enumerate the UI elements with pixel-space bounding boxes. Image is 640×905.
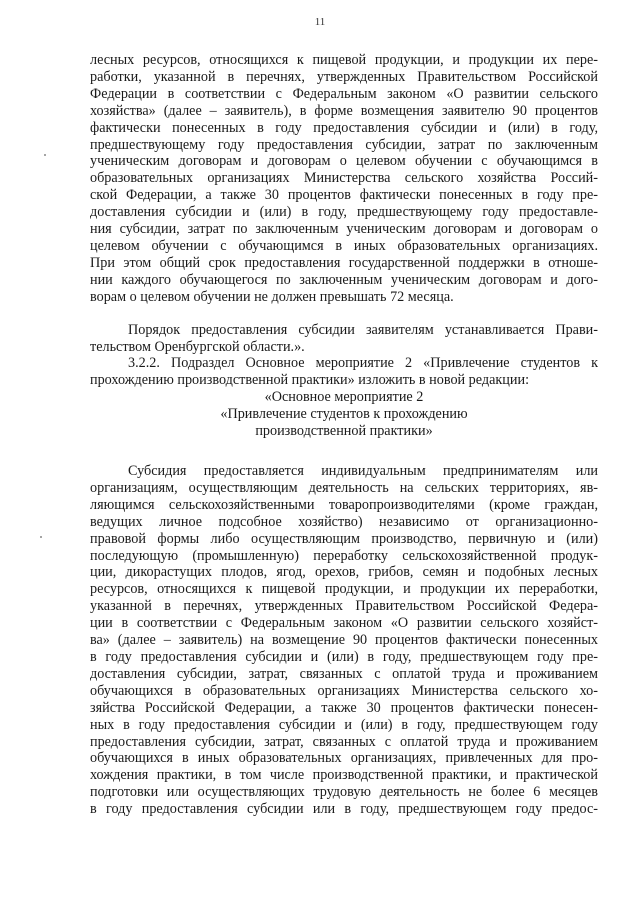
text-line: прохождению производственной практики» изложить в новой редакции: [90, 371, 530, 388]
text-line: 3.2.2. Подраздел Основное мероприятие 2 «Привлечение студентов к [128, 355, 598, 371]
text-line: ных в году предоставления субсидии и (или) в году, предшествующем году [90, 716, 598, 733]
section-heading [90, 389, 598, 440]
text-line: в году предоставления субсидии и (или) в году, предшествующем году пре- [90, 648, 598, 665]
paragraph-procedure [90, 322, 598, 356]
text-line: доставления субсидии, затрат, связанных с оплатой труда и проживанием [90, 665, 598, 682]
text-line: ской Федерации, а также 30 процентов фактически понесенных в году пре- [90, 187, 598, 204]
text-line: ции, дикорастущих плодов, ягод, орехов, грибов, семян и подобных лесных [90, 564, 598, 581]
text-line: организациям, осуществляющим деятельность на сельских территориях, яв- [90, 479, 598, 496]
paragraph-subsidy-continuation [90, 52, 598, 306]
text-line: Субсидия предоставляется индивидуальным предпринимателям или [128, 463, 598, 479]
text-line: ва» (далее – заявитель) на возмещение 90 процентов фактически понесенных [90, 632, 598, 649]
text-line: целевом обучении с обучающимся в иных образовательных организациях. [90, 237, 598, 254]
text-line: предшествующему году предоставления субсидии, затрат по заключенным [90, 136, 598, 153]
scan-speck [40, 536, 42, 538]
text-line: ции в соответствии с Федеральным законом «О развитии сельского хозяйст- [90, 615, 598, 632]
text-line: ляющимся сельскохозяйственными товаропроизводителями (кроме граждан, [90, 496, 598, 513]
text-line: предоставления субсидии, затрат, связанных с оплатой труда и проживанием [90, 733, 598, 750]
text-line: указанной в перечнях, утвержденных Правительством Российской Федера- [90, 598, 598, 615]
text-line: ворам о целевом обучении не должен превышать 72 месяца. [90, 288, 454, 305]
text-line: правовой формы либо осуществляющим производство, первичную и (или) [90, 530, 598, 547]
text-line: зяйства Российской Федерации, а также 30 процентов фактически понесен- [90, 699, 598, 716]
text-line: Порядок предоставления субсидии заявителям устанавливается Прави- [128, 322, 598, 338]
text-line: «Основное мероприятие 2 [264, 389, 424, 405]
text-line: Федерации в соответствии с Федеральным законом «О развитии сельского [90, 85, 598, 102]
text-line: ведущих личное подсобное хозяйство) независимо от организационно- [90, 513, 598, 530]
text-line: последующую (промышленную) переработку сельскохозяйственной продук- [90, 547, 598, 564]
paragraph-subsidy-description [90, 463, 598, 818]
text-line: лесных ресурсов, относящихся к пищевой продукции, и продукции их пере- [90, 52, 598, 68]
text-line: подготовки или осуществляющих трудовую деятельность не более 6 месяцев [90, 784, 598, 801]
text-line: «Привлечение студентов к прохождению [220, 405, 468, 422]
text-line: нии каждого обучающегося по заключенным ученическим договорам и дого- [90, 271, 598, 288]
text-line: производственной практики» [255, 422, 433, 439]
text-line: хождения практики, в том числе производственной практики, и практической [90, 767, 598, 784]
text-line: хозяйства» (далее – заявитель), в форме возмещения заявителю 90 процентов [90, 102, 598, 119]
text-line: образовательных организациях Министерства сельского хозяйства Россий- [90, 170, 598, 187]
text-line: ученическим договорам и договорам о целевом обучении с обучающимся в [90, 153, 598, 170]
text-line: доставления субсидии и (или) в году, предшествующему году предоставле- [90, 204, 598, 221]
text-line: работки, указанной в перечнях, утвержденных Правительством Российской [90, 68, 598, 85]
text-line: ния субсидии, затрат по заключенным ученическим договорам и договорам о [90, 221, 598, 238]
text-line: в году предоставления субсидии или в году, предшествующем году предос- [90, 801, 598, 818]
page-number: 11 [314, 16, 326, 28]
text-line: тельством Оренбургской области.». [90, 338, 305, 355]
text-line: обучающихся в образовательных организациях Министерства сельского хо- [90, 682, 598, 699]
text-line: обучающихся в иных образовательных организациях, привлеченных для про- [90, 750, 598, 767]
text-line: фактически понесенных в году предоставления субсидии и (или) в году, [90, 119, 598, 136]
paragraph-section-3-2-2 [90, 355, 598, 389]
text-line: ресурсов, относящихся к пищевой продукции, и продукции их переработки, [90, 581, 598, 598]
text-line: При этом общий срок предоставления государственной поддержки в отноше- [90, 254, 598, 271]
scan-speck [44, 154, 46, 156]
